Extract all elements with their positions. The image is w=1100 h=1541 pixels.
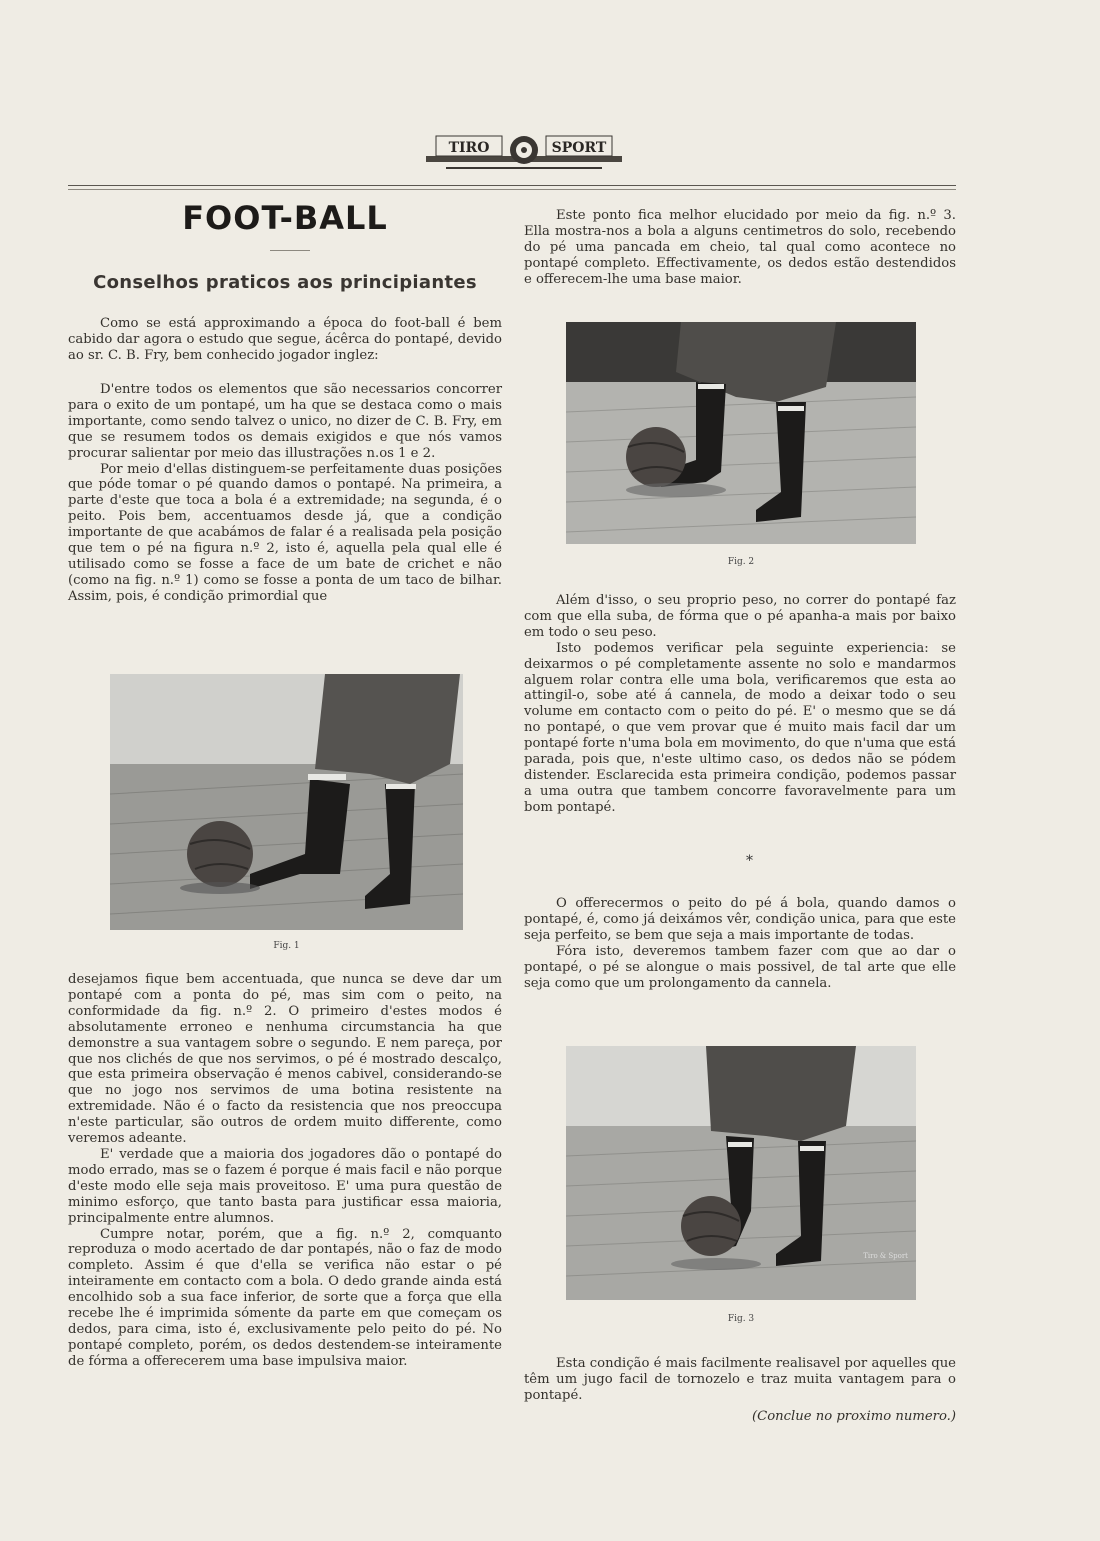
paragraph-left-1: D'entre todos os elementos que são necessarios concorrer para o exito de um pontapé, um ha que se destaca como o mais importante, como sendo talvez o unico, no dizer de C. B. Fry, em que se resumem todos os demais exigidos e que nós vamos procurar salientar por meio das illustrações n.os 1 e 2. bbox=[68, 382, 502, 461]
paragraph-right-6: Esta condição é mais facilmente realisavel por aquelles que têm um jugo facil de tornozelo e traz muita vantagem para o pontapé. bbox=[524, 1356, 956, 1403]
intro-block bbox=[68, 316, 502, 364]
intro-paragraph: Como se está approximando a época do foot-ball é bem cabido dar agora o estudo que segue, ácêrca do pontapé, devido ao sr. C. B. Fry, bem conhecido jogador inglez: bbox=[68, 316, 502, 363]
masthead-logo bbox=[426, 128, 622, 176]
paragraph-left-4: E' verdade que a maioria dos jogadores dão o pontapé do modo errado, mas se o fazem é porque é mais facil e não porque d'este modo elle seja mais proveitoso. E' uma pura questão de minimo esforço, que tanto basta para justificar essa maioria, principalmente entre alumnos. bbox=[68, 1146, 502, 1226]
header-rule bbox=[68, 185, 956, 186]
paragraph-right-5: Fóra isto, deveremos tambem fazer com que ao dar o pontapé, o pé se alongue o mais possivel, de tal arte que elle seja como que um prolongamento da cannela. bbox=[524, 943, 956, 991]
section-separator: * bbox=[746, 853, 753, 869]
conclusion-note: (Conclue no proximo numero.) bbox=[751, 1409, 956, 1424]
figure-2-photo bbox=[566, 322, 916, 544]
right-column-middle bbox=[524, 593, 956, 816]
figure-1-caption: Fig. 1 bbox=[273, 941, 300, 951]
figure-2-caption: Fig. 2 bbox=[727, 557, 755, 567]
figure-3-caption: Fig. 3 bbox=[727, 1314, 755, 1324]
paragraph-right-1: Este ponto fica melhor elucidado por meio da fig. n.º 3. Ella mostra-nos a bola a alguns centimetros do solo, recebendo do pé uma pancada em cheio, tal qual como acontece no pontapé completo. Effectivamente, os dedos estão destendidos e offerecem-lhe uma base maior. bbox=[524, 208, 956, 287]
masthead-text-right: SPORT bbox=[551, 140, 607, 156]
article-subtitle: Conselhos praticos aos principiantes bbox=[93, 272, 477, 293]
header-rule-thin bbox=[68, 189, 956, 190]
paragraph-right-2: Além d'isso, o seu proprio peso, no correr do pontapé faz com que ella suba, de fórma que o pé apanha-a mais por baixo em todo o seu peso. bbox=[524, 593, 956, 640]
right-column-lower bbox=[524, 896, 956, 991]
paragraph-left-5: Cumpre notar, porém, que a fig. n.º 2, comquanto reproduza o modo acertado de dar pontapés, não o faz de modo completo. Assim é que d'ella se verifica não estar o pé inteiramente em contacto com a bola. O dedo grande ainda está encolhido sob a sua face inferior, de sorte que a força que ella recebe lhe é imprimida sómente da parte em que começam os dedos, para cima, isto é, exclusivamente pelo peito do pé. No pontapé completo, porém, os dedos destendem-se inteiramente de fórma a offerecerem uma base impulsiva maior. bbox=[68, 1226, 502, 1369]
paragraph-right-4: O offerecermos o peito do pé á bola, quando damos o pontapé, é, como já deixámos vêr, condição unica, para que este seja perfeito, se bem que seja a mais importante de todas. bbox=[524, 896, 956, 943]
right-column-end bbox=[524, 1356, 956, 1404]
right-column-upper bbox=[524, 208, 956, 288]
left-column-upper bbox=[68, 382, 502, 605]
title-divider bbox=[270, 250, 310, 251]
paragraph-left-3: desejamos fique bem accentuada, que nunca se deve dar um pontapé com a ponta do pé, mas sim com o peito, na conformidade da fig. n.º 2. O primeiro d'estes modos é absolutamente erroneo e nenhuma circumstancia ha que demonstre a sua vantagem sobre o segundo. E nem pareça, por que nos clichés de que nos servimos, o pé é mostrado descalço, que esta primeira observação é menos cabivel, considerando-se que no jogo nos servimos de uma botina resistente na extremidade. Não é o facto da resistencia que nos preoccupa n'este particular, são outros de ordem muito differente, como veremos adeante. bbox=[68, 972, 502, 1147]
left-column-lower bbox=[68, 972, 502, 1370]
figure-3-photo bbox=[566, 1046, 916, 1300]
article-title: FOOT-BALL bbox=[182, 199, 388, 237]
figure-1-photo bbox=[110, 674, 463, 930]
masthead-text-left: TIRO bbox=[448, 140, 490, 156]
figure-3-signature: Tiro & Sport bbox=[863, 1252, 908, 1260]
paragraph-left-2: Por meio d'ellas distinguem-se perfeitamente duas posições que póde tomar o pé quando damos o pontapé. Na primeira, a parte d'este que toca a bola é a extremidade; na segunda, é o peito. Pois bem, accentuamos desde já, que a condição importante de que acabámos de falar é a realisada pela posição que tem o pé na figura n.º 2, isto é, aquella pela qual elle é utilisado como se fosse a face de um bate de crichet e não (como na fig. n.º 1) como se fosse a ponta de um taco de bilhar. Assim, pois, é condição primordial que bbox=[68, 461, 502, 604]
paragraph-right-3: Isto podemos verificar pela seguinte experiencia: se deixarmos o pé completamente assente no solo e mandarmos alguem rolar contra elle uma bola, verificaremos que esta ao attingil-o, sobe até á cannela, de modo a deixar todo o seu volume em contacto com o peito do pé. E' o mesmo que se dá no pontapé, o que vem provar que é muito mais facil dar um pontapé forte n'uma bola em movimento, do que n'uma que está parada, pois que, n'este ultimo caso, os dedos não se pódem distender. Esclarecida esta primeira condição, podemos passar a uma outra que tambem concorre favoravelmente para um bom pontapé. bbox=[524, 640, 956, 815]
